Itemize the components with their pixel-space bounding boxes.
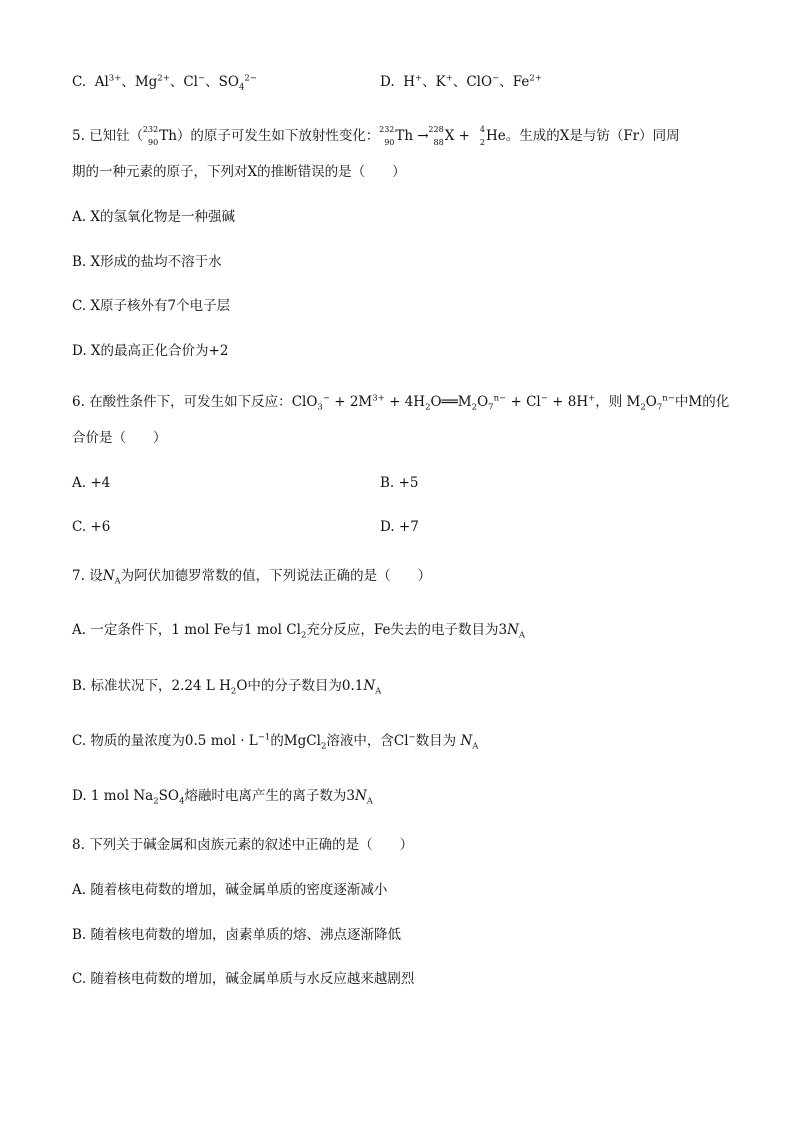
q7-option-c[interactable]: C. 物质的量浓度为0.5 mol · $L^{-1}$的MgCl$_2$溶液中，含Cl−数目为 $N_A$ <box>72 732 479 752</box>
reaction-equation: $ClO_3^- + 2M^{3+}$ + $4H_2O══M_2O_7^{n-} + Cl^- + 8H^+$ <box>291 393 596 413</box>
q7-stem: 7. 设$N_A$为阿伏加德罗常数的值，下列说法正确的是（ ） <box>72 568 432 587</box>
q5-option-c[interactable]: C. X原子核外有7个电子层 <box>72 298 231 314</box>
q5-option-d[interactable]: D. X的最高正化合价为+2 <box>72 343 229 359</box>
q6-option-a[interactable]: A. +4 <box>72 475 111 491</box>
q5-option-b[interactable]: B. X形成的盐均不溶于水 <box>72 254 222 270</box>
q8-option-a[interactable]: A. 随着核电荷数的增加，碱金属单质的密度逐渐减小 <box>72 882 388 898</box>
q6-option-c[interactable]: C. +6 <box>72 519 111 535</box>
q6-option-d[interactable]: D. +7 <box>380 519 419 535</box>
arrow-icon: → <box>417 128 429 144</box>
q6-stem-line1: 6. 在酸性条件下，可发生如下反应：$ClO_3^- + 2M^{3+}$ + $4H_2O══M_2O_7^{n-} + Cl^- + 8H^+$，则 $M_2O_7^{n-}$中M的化 <box>72 393 730 413</box>
q6-option-b[interactable]: B. +5 <box>380 475 419 491</box>
q8-stem: 8. 下列关于碱金属和卤族元素的叙述中正确的是（ ） <box>72 837 414 853</box>
q7-option-d[interactable]: D. 1 mol $Na_2SO_4$熔融时电离产生的离子数为$3N_A$ <box>72 788 373 807</box>
q4-option-d[interactable]: D. H+、K+、ClO−、$Fe^{2+}$ <box>380 73 542 90</box>
q4-option-c[interactable]: C. $Al^{3+}$、$Mg^{2+}$、Cl−、$SO_4^{2-}$ <box>72 73 257 93</box>
q7-option-a[interactable]: A. 一定条件下，1 mol Fe与1 mol $Cl_2$充分反应，Fe失去的电子数目为$3N_A$ <box>72 622 526 641</box>
q6-stem-line2: 合价是（ ） <box>72 430 167 446</box>
q5-stem-line1: 5. 已知钍（ 232 90 Th）的原子可发生如下放射性变化： 232 90 Th → 228 88 X + 4 2 He。生成的X是与钫（Fr）同周 <box>72 124 680 147</box>
q8-option-b[interactable]: B. 随着核电荷数的增加，卤素单质的熔、沸点逐渐降低 <box>72 927 402 943</box>
q8-option-c[interactable]: C. 随着核电荷数的增加，碱金属单质与水反应越来越剧烈 <box>72 971 415 987</box>
q5-option-a[interactable]: A. X的氢氧化物是一种强碱 <box>72 209 235 225</box>
q7-option-b[interactable]: B. 标准状况下，2.24 L $H_2O$中的分子数目为$0.1N_A$ <box>72 678 382 697</box>
th-isotope-notation: 232 90 <box>142 124 159 147</box>
q5-stem-line2: 期的一种元素的原子，下列对X的推断错误的是（ ） <box>72 164 406 180</box>
